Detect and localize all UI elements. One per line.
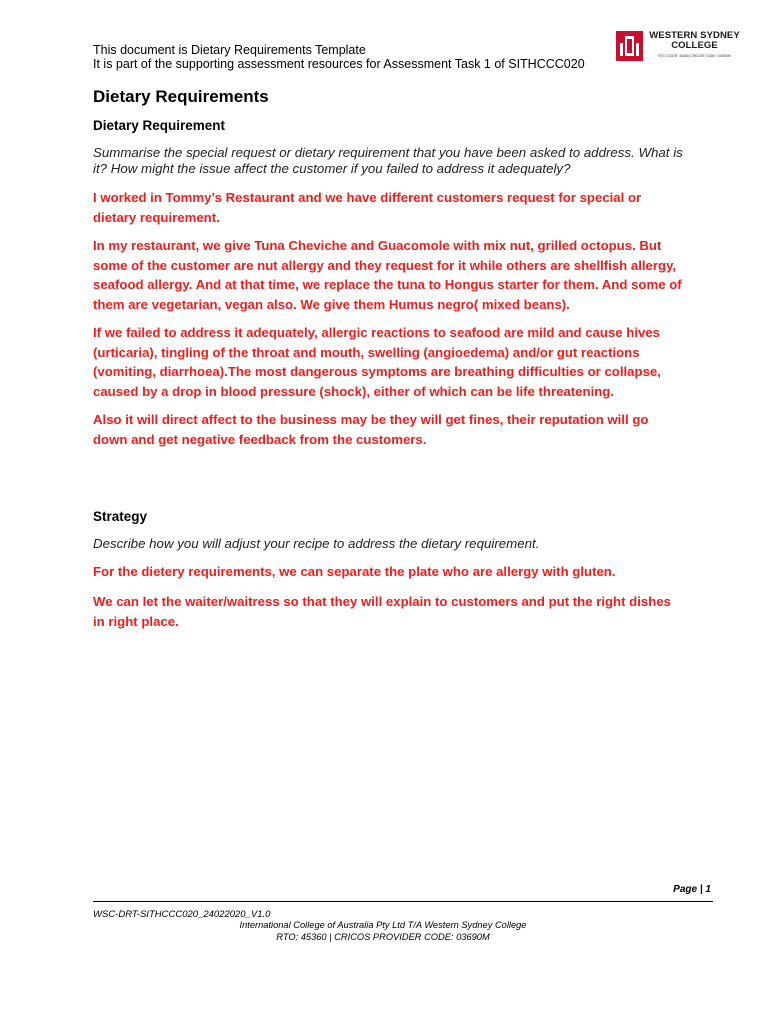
header-line-1: This document is Dietary Requirements Template	[93, 43, 366, 57]
section-heading-dietary: Dietary Requirement	[93, 118, 226, 133]
section-prompt-dietary: Summarise the special request or dietary requirement that you have been asked to address. What is it? How might the issue affect the customer if you failed to address it adequately?	[93, 145, 683, 176]
page-title: Dietary Requirements	[93, 87, 269, 106]
college-rto-code: RTO CODE: 45360 CRICOS CODE: 03690M	[658, 54, 731, 58]
college-logo	[616, 31, 742, 63]
college-name: WESTERN SYDNEY COLLEGE	[649, 30, 740, 51]
strategy-paragraph-1: For the dietery requirements, we can separate the plate who are allergy with gluten.	[93, 564, 616, 579]
footer-rto-code: RTO: 45360 | CRICOS PROVIDER CODE: 03690M	[276, 932, 490, 942]
footer-document-code: WSC-DRT-SITHCCC020_24022020_V1.0	[93, 909, 271, 920]
section-heading-strategy: Strategy	[93, 509, 148, 524]
header-line-2: It is part of the supporting assessment resources for Assessment Task 1 of SITHCCC020	[93, 57, 585, 71]
answer-paragraph-2: In my restaurant, we give Tuna Cheviche and Guacomole with mix nut, grilled octopus. But some of the customer are nut allergy and they request for it while others are shellfish allergy, seafood allergy. And at that time, we replace the tuna to Hongus starter for them. And some of them are vegetarian, vegan also. We give them Humus negro( mixed beans).	[93, 238, 682, 312]
strategy-paragraph-2: We can let the waiter/waitress so that they will explain to customers and put the right dishes in right place.	[93, 594, 671, 629]
footer-divider	[93, 901, 713, 902]
footer-organisation: International College of Australia Pty Ltd T/A Western Sydney College	[239, 920, 527, 930]
answer-paragraph-4: Also it will direct affect to the business may be they will get fines, their reputation will go down and get negative feedback from the customers.	[93, 412, 649, 447]
section-prompt-strategy: Describe how you will adjust your recipe to address the dietary requirement.	[93, 536, 540, 551]
page-number: Page | 1	[673, 884, 711, 895]
answer-paragraph-1: I worked in Tommy’s Restaurant and we have different customers request for special or dietary requirement.	[93, 190, 642, 225]
answer-paragraph-3: If we failed to address it adequately, allergic reactions to seafood are mild and cause hives (urticaria), tingling of the throat and mouth, swelling (angioedema) and/or gut reactions (vomiting, diarrhoea).The most dangerous symptoms are breathing difficulties or collapse, caused by a drop in blood pressure (shock), either of which can be life threatening.	[93, 325, 661, 399]
document-header	[93, 43, 585, 71]
college-crest-icon	[616, 31, 643, 61]
